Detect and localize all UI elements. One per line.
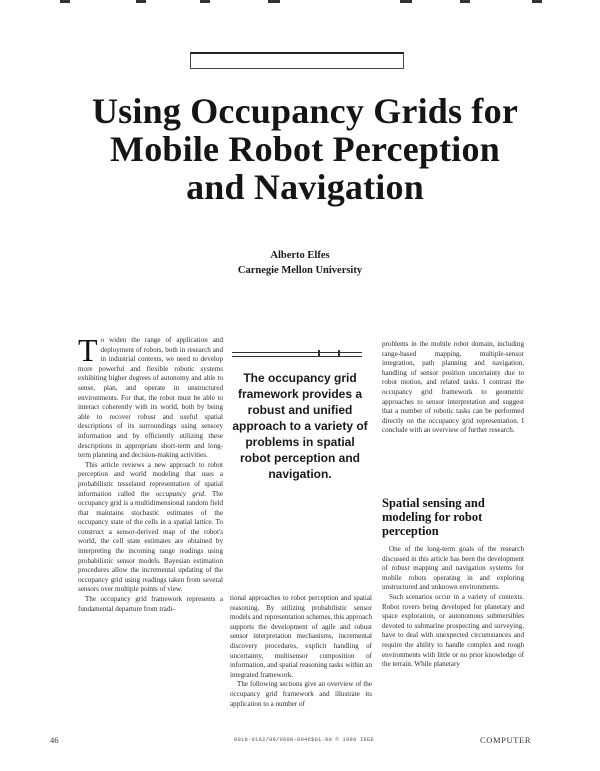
- magazine-name: COMPUTER: [480, 735, 532, 745]
- title-line-2: Mobile Robot Perception: [110, 129, 500, 169]
- drop-cap: T: [78, 332, 98, 368]
- body-column-1: [78, 332, 223, 614]
- column-1-paragraph-2: This article reviews a new approach to robot perception and world modeling that uses a probabilistic tesselated representation of spatial information called the occupancy grid. The occupancy grid is a multidimensional random field that maintains stochastic estimates of the occupancy state of the cells in a spatial lattice. To construct a sensor-derived map of the robot's world, the cell state estimates are obtained by interpreting the incoming range readings using probabilistic sensor models. Bayesian estimation procedures allow the incremental updating of the occupancy grid using readings taken from several sensors over multiple points of view.: [78, 460, 223, 594]
- column-1-paragraph-1: To widen the range of application and deployment of robots, both in research and in industrial contexts, we need to develop more powerful and flexible robotic systems exhibiting higher degrees of autonomy and able to sense, plan, and operate in unstructured environments. For that, the robot must be able to interact coherently with its world, both by being able to recover robust and useful spatial descriptions of its surroundings using sensory information and by efficiently utilizing these descriptions in appropriate short-term and long-term planning and decision-making activities.: [78, 332, 223, 460]
- column-3-paragraph-1: problems in the mobile robot domain, including range-based mapping, multiple-sensor integration, path planning and navigation, handling of sensor position uncertainty due to robot motion, and related tasks. I contrast the occupancy grid framework to geometric approaches to sensor interpretation and suggest that a number of robotic tasks can be performed directly on the occupancy grid representation. I conclude with an overview of further research.: [382, 340, 524, 435]
- copyright-code: 0018-9162/89/0600-0046$01.00 © 1989 IEEE: [234, 736, 375, 743]
- top-edge-mark: [60, 0, 70, 3]
- column-3-paragraph-3: Such scenarios occur in a variety of contexts. Robot rovers being developed for planetary and space exploration, or autonomous submersibles devoted to submarine prospecting and surveying, have to deal with unexpected circumstances and require the ability to handle complex and rough environments with little or no prior knowledge of the terrain. While planetary: [382, 592, 524, 669]
- title-line-3: and Navigation: [186, 167, 424, 207]
- top-edge-mark: [532, 0, 542, 3]
- top-edge-mark: [460, 0, 470, 3]
- top-edge-mark: [268, 0, 280, 3]
- pullquote-rule-mark: [338, 350, 340, 357]
- body-column-3: [382, 340, 524, 436]
- section-header-box: [190, 52, 404, 69]
- title-line-1: Using Occupancy Grids for: [91, 91, 518, 131]
- top-edge-mark: [200, 0, 210, 3]
- page-number: 46: [50, 735, 59, 745]
- pullquote-rule: [232, 352, 362, 357]
- author-affiliation: Carnegie Mellon University: [237, 265, 363, 276]
- section-subhead: Spatial sensing and modeling for robot perception: [382, 496, 485, 538]
- body-column-2: [230, 594, 372, 709]
- column-2-paragraph-2: The following sections give an overview of the occupancy grid framework and illustrate its application to a number of: [230, 680, 372, 708]
- pullquote-rule-mark: [318, 350, 320, 357]
- term-occupancy-grid: occupancy grid: [155, 489, 205, 498]
- author-name: Alberto Elfes: [270, 250, 330, 261]
- pullquote: The occupancy grid framework provides a robust and unified approach to a variety of problems in spatial robot perception and navigation.: [232, 371, 368, 481]
- author-block: [120, 248, 480, 278]
- article-title: [40, 92, 570, 206]
- body-column-3-continued: [382, 545, 524, 670]
- top-edge-mark: [136, 0, 146, 3]
- column-1-paragraph-3: The occupancy grid framework represents a fundamental departure from tradi-: [78, 595, 223, 613]
- top-edge-mark: [400, 0, 412, 3]
- column-2-paragraph-1: tional approaches to robot perception and spatial reasoning. By utilizing probabilistic sensor models and representation schemes, this approach supports the development of agile and robust sensor interpretation mechanisms, incremental discovery procedures, explicit handling of uncertainty, multisensor composition of information, and spatial reasoning tasks within an integrated framework.: [230, 594, 372, 679]
- column-3-paragraph-2: One of the long-term goals of the research discussed in this article has been the development of robust mapping and navigation systems for mobile robots operating in and exploring unstructured and unknown environments.: [382, 545, 524, 592]
